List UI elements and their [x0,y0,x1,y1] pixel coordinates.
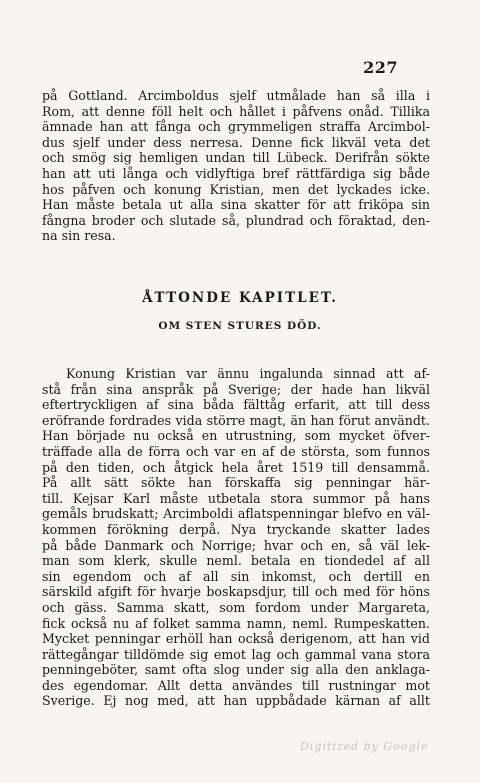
text-line: dus sjelf under dess nerresa. Denne fick likväl veta det [42,134,430,150]
text-line: man som klerk, skulle neml. betala en tiondedel af all [42,553,430,569]
chapter-title: ÅTTONDE KAPITLET. [142,290,338,306]
text-line: på både Danmark och Norrige; hvar och en, så väl lek- [42,537,430,553]
text-line: Rom, att denne föll helt och hållet i påfvens onåd. Tillika [42,103,430,119]
text-line: Mycket penningar erhöll han också derigenom, att han vid [42,631,430,647]
text-line: des egendomar. Allt detta användes till rustningar mot [42,677,430,693]
watermark-stamp: Digitized by Google [300,740,429,753]
text-line: på Gottland. Arcimboldus sjelf utmålade han så illa i [42,88,430,103]
text-line: sin egendom och af all sin inkomst, och dertill en [42,568,430,584]
text-line: na sin resa. [42,228,116,244]
text-line: kommen förökning derpå. Nya tryckande skatter lades [42,521,430,537]
text-line: fick också nu af folket samma namn, neml. Rumpeskatten. [42,615,430,631]
text-line: rättegångar tilldömde sig emot lag och gammal vana stora [42,646,430,662]
text-line: träffade alla de förra och var en af de största, som funnos [42,443,430,459]
text-line: och gäss. Samma skatt, som fordom under Margareta, [42,599,430,615]
text-line: han att uti långa och vidlyftiga bref rättfärdiga sig både [42,165,430,181]
body-paragraph [42,366,430,709]
text-line: Sverige. Ej nog med, att han uppbådade kärnan af allt [42,693,430,709]
text-line: eftertryckligen af sina båda fälttåg erfarit, att till dess [42,397,430,413]
page-number: 227 [363,58,398,77]
text-line: och smög sig hemligen undan till Lübeck. Derifrån sökte [42,150,430,166]
text-line: penningeböter, samt ofta slog under sig alla den anklaga- [42,662,430,678]
text-line: hos påfven och konung Kristian, men det lyckades icke. [42,181,430,197]
text-line: särskild afgift för hvarje boskapsdjur, till och med för höns [42,584,430,600]
text-line: På allt sätt sökte han förskaffa sig penningar här- [42,475,430,491]
top-paragraph [42,88,430,244]
text-line: till. Kejsar Karl måste utbetala stora summor på hans [42,490,430,506]
text-line: Han måste betala ut alla sina skatter för att friköpa sin [42,197,430,213]
text-line: Konung Kristian var ännu ingalunda sinnad att af- [66,366,430,381]
text-line: gemåls brudskatt; Arcimboldi aflatspenningar blefvo en väl- [42,506,430,522]
text-line: eröfrande fordrades vida större magt, än han förut användt. [42,412,430,428]
text-line: på den tiden, och åtgick hela året 1519 till densammå. [42,459,430,475]
text-line: stå från sina anspråk på Sverige; der hade han likväl [42,381,430,397]
text-line: fångna broder och slutade så, plundrad och föraktad, den- [42,212,430,228]
chapter-subtitle: OM STEN STURES DÖD. [158,320,322,332]
text-line: ämnade han att fånga och grymmeligen straffa Arcimbol- [42,119,430,135]
text-line: Han började nu också en utrustning, som mycket öfver- [42,428,430,444]
